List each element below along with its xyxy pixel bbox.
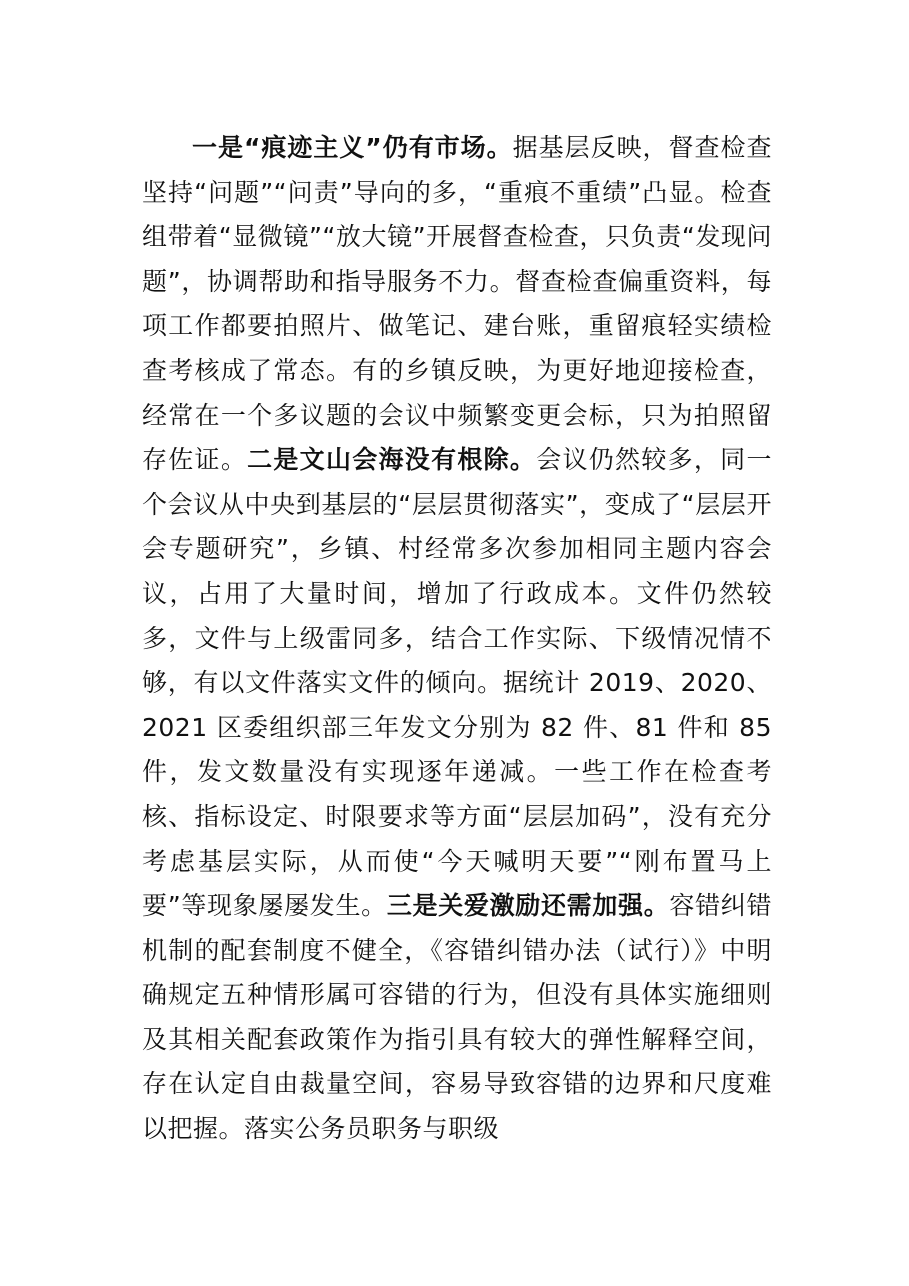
heading-point-two: 二是文山会海没有根除。 bbox=[247, 445, 537, 475]
heading-point-one: 一是“痕迹主义”仍有市场。 bbox=[192, 133, 513, 162]
point-one-body: 据基层反映，督查检查坚持“问题”“问责”导向的多，“重痕不重绩”凸显。检查组带着“显微镜”“放大镜”开展督查检查，只负责“发现问题”，协调帮助和指导服务不力。督查检查偏重资料，每项工作都要拍照片、做笔记、建台账，重留痕轻实绩检查考核成了常态。有的乡镇反映，为更好地迎接检查，经常在一个多议题的会议中频繁变更会标，只为拍照留存佐证。 bbox=[142, 133, 772, 475]
heading-point-three: 三是关爱激励还需加强。 bbox=[386, 891, 670, 921]
document-page bbox=[142, 126, 772, 1152]
body-paragraph bbox=[142, 126, 772, 1152]
point-two-body: 会议仍然较多，同一个会议从中央到基层的“层层贯彻落实”，变成了“层层开会专题研究”，乡镇、村经常多次参加相同主题内容会议，占用了大量时间，增加了行政成本。文件仍然较多，文件与上级雷同多，结合工作实际、下级情况情不够，有以文件落实文件的倾向。据统计 2019、2020、2021 区委组织部三年发文分别为 82 件、81 件和 85 件，发文数量没有实现逐年递减。一些工作在检查考核、指标设定、时限要求等方面“层层加码”，没有充分考虑基层实际，从而使“今天喊明天要”“刚布置马上要”等现象屡屡发生。 bbox=[142, 445, 772, 921]
point-three-body: 容错纠错机制的配套制度不健全，《容错纠错办法（试行）》中明确规定五种情形属可容错的行为，但没有具体实施细则及其相关配套政策作为指引具有较大的弹性解释空间，存在认定自由裁量空间，容易导致容错的边界和尺度难以把握。落实公务员职务与职级 bbox=[142, 891, 772, 1144]
